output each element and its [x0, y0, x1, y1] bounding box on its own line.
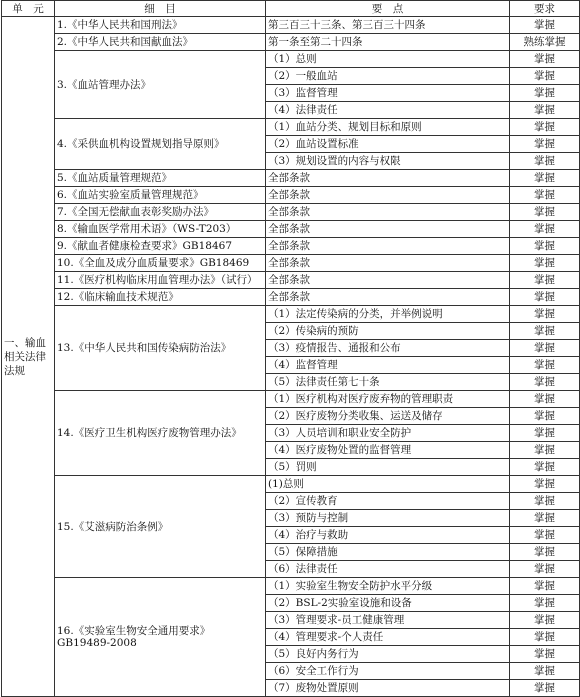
point-cell: （3）人员培训和职业安全防护 — [266, 425, 510, 442]
point-cell: （5）良好内务行为 — [266, 646, 510, 663]
point-cell: (1)总则 — [266, 476, 510, 493]
point-cell: （3）监督管理 — [266, 85, 510, 102]
table-row — [2, 170, 580, 187]
table-row — [2, 17, 580, 34]
requirement-cell: 掌握 — [510, 272, 580, 289]
point-cell: （1）法定传染病的分类，并举例说明 — [266, 306, 510, 323]
table-row — [2, 289, 580, 306]
requirement-cell: 掌握 — [510, 561, 580, 578]
requirement-cell: 掌握 — [510, 323, 580, 340]
requirement-cell: 掌握 — [510, 510, 580, 527]
point-cell: （2）医疗废物分类收集、运送及储存 — [266, 408, 510, 425]
header-item: 细 目 — [55, 1, 266, 17]
requirement-cell: 掌握 — [510, 204, 580, 221]
header-requirement: 要求 — [510, 1, 580, 17]
point-cell: （3）预防与控制 — [266, 510, 510, 527]
requirement-cell: 掌握 — [510, 119, 580, 136]
table-row — [2, 238, 580, 255]
table-row — [2, 272, 580, 289]
point-cell: 第一条至第二十四条 — [266, 34, 510, 51]
point-cell: （4）法律责任 — [266, 102, 510, 119]
point-cell: （5）法律责任第七十条 — [266, 374, 510, 391]
point-cell: 第三百三十三条、第三百三十四条 — [266, 17, 510, 34]
point-cell: 全部条款 — [266, 255, 510, 272]
item-cell: 14.《医疗卫生机构医疗废物管理办法》 — [55, 391, 266, 476]
requirement-cell: 掌握 — [510, 544, 580, 561]
point-cell: （2）BSL-2实验室设施和设备 — [266, 595, 510, 612]
point-cell: （2）传染病的预防 — [266, 323, 510, 340]
point-cell: 全部条款 — [266, 289, 510, 306]
point-cell: （5）罚则 — [266, 459, 510, 476]
requirement-cell: 掌握 — [510, 374, 580, 391]
requirement-cell: 掌握 — [510, 306, 580, 323]
requirement-cell: 掌握 — [510, 391, 580, 408]
requirement-cell: 掌握 — [510, 289, 580, 306]
point-cell: 全部条款 — [266, 187, 510, 204]
requirement-cell: 掌握 — [510, 85, 580, 102]
requirement-cell: 掌握 — [510, 527, 580, 544]
table-body — [2, 17, 580, 697]
point-cell: （1）总则 — [266, 51, 510, 68]
table-row — [2, 391, 580, 408]
table-row — [2, 34, 580, 51]
point-cell: （4）治疗与救助 — [266, 527, 510, 544]
table-row — [2, 255, 580, 272]
item-cell: 5.《血站质量管理规范》 — [55, 170, 266, 187]
point-cell: （6）安全工作行为 — [266, 663, 510, 680]
item-cell: 16.《实验室生物安全通用要求》GB19489-2008 — [55, 578, 266, 697]
point-cell: （2）宣传教育 — [266, 493, 510, 510]
item-cell: 9.《献血者健康检查要求》GB18467 — [55, 238, 266, 255]
point-cell: 全部条款 — [266, 272, 510, 289]
requirement-cell: 掌握 — [510, 357, 580, 374]
requirement-cell: 掌握 — [510, 340, 580, 357]
point-cell: （1）血站分类、规划目标和原则 — [266, 119, 510, 136]
point-cell: （3）管理要求-员工健康管理 — [266, 612, 510, 629]
point-cell: （2）一般血站 — [266, 68, 510, 85]
point-cell: （2）血站设置标准 — [266, 136, 510, 153]
requirement-cell: 掌握 — [510, 425, 580, 442]
item-cell: 11.《医疗机构临床用血管理办法》（试行） — [55, 272, 266, 289]
requirement-cell: 掌握 — [510, 595, 580, 612]
point-cell: （6）法律责任 — [266, 561, 510, 578]
requirement-cell: 掌握 — [510, 170, 580, 187]
syllabus-table — [1, 0, 580, 697]
item-cell: 12.《临床输血技术规范》 — [55, 289, 266, 306]
requirement-cell: 掌握 — [510, 442, 580, 459]
unit-cell: 一、输血相关法律法规 — [2, 17, 55, 697]
requirement-cell: 掌握 — [510, 68, 580, 85]
item-cell: 15.《艾滋病防治条例》 — [55, 476, 266, 578]
item-cell: 7.《全国无偿献血表彰奖励办法》 — [55, 204, 266, 221]
table-row — [2, 51, 580, 68]
table-row — [2, 221, 580, 238]
point-cell: （4）监督管理 — [266, 357, 510, 374]
requirement-cell: 掌握 — [510, 493, 580, 510]
requirement-cell: 掌握 — [510, 612, 580, 629]
requirement-cell: 掌握 — [510, 476, 580, 493]
point-cell: （7）废物处置原则 — [266, 680, 510, 697]
point-cell: 全部条款 — [266, 204, 510, 221]
item-cell: 1.《中华人民共和国刑法》 — [55, 17, 266, 34]
point-cell: 全部条款 — [266, 238, 510, 255]
requirement-cell: 掌握 — [510, 459, 580, 476]
requirement-cell: 掌握 — [510, 646, 580, 663]
point-cell: （1）实验室生物安全防护水平分级 — [266, 578, 510, 595]
header-unit: 单 元 — [2, 1, 55, 17]
header-row — [2, 1, 580, 17]
requirement-cell: 掌握 — [510, 663, 580, 680]
table-row — [2, 119, 580, 136]
table-row — [2, 204, 580, 221]
header-points: 要 点 — [266, 1, 510, 17]
item-cell: 6.《血站实验室质量管理规范》 — [55, 187, 266, 204]
point-cell: 全部条款 — [266, 170, 510, 187]
requirement-cell: 掌握 — [510, 51, 580, 68]
point-cell: （3）规划设置的内容与权限 — [266, 153, 510, 170]
point-cell: （5）保障措施 — [266, 544, 510, 561]
item-cell: 2.《中华人民共和国献血法》 — [55, 34, 266, 51]
point-cell: 全部条款 — [266, 221, 510, 238]
requirement-cell: 掌握 — [510, 17, 580, 34]
requirement-cell: 掌握 — [510, 136, 580, 153]
item-cell: 3.《血站管理办法》 — [55, 51, 266, 119]
requirement-cell: 掌握 — [510, 408, 580, 425]
point-cell: （4）管理要求-个人责任 — [266, 629, 510, 646]
requirement-cell: 掌握 — [510, 221, 580, 238]
item-cell: 13.《中华人民共和国传染病防治法》 — [55, 306, 266, 391]
point-cell: （3）疫情报告、通报和公布 — [266, 340, 510, 357]
requirement-cell: 掌握 — [510, 578, 580, 595]
point-cell: （1）医疗机构对医疗废弃物的管理职责 — [266, 391, 510, 408]
requirement-cell: 掌握 — [510, 629, 580, 646]
requirement-cell: 熟练掌握 — [510, 34, 580, 51]
table-row — [2, 476, 580, 493]
item-cell: 8.《输血医学常用术语》（WS-T203） — [55, 221, 266, 238]
requirement-cell: 掌握 — [510, 680, 580, 697]
requirement-cell: 掌握 — [510, 255, 580, 272]
requirement-cell: 掌握 — [510, 102, 580, 119]
table-row — [2, 578, 580, 595]
requirement-cell: 掌握 — [510, 187, 580, 204]
requirement-cell: 掌握 — [510, 238, 580, 255]
requirement-cell: 掌握 — [510, 153, 580, 170]
item-cell: 4.《采供血机构设置规划指导原则》 — [55, 119, 266, 170]
table-row — [2, 187, 580, 204]
table-row — [2, 306, 580, 323]
point-cell: （4）医疗废物处置的监督管理 — [266, 442, 510, 459]
item-cell: 10.《全血及成分血质量要求》GB18469 — [55, 255, 266, 272]
